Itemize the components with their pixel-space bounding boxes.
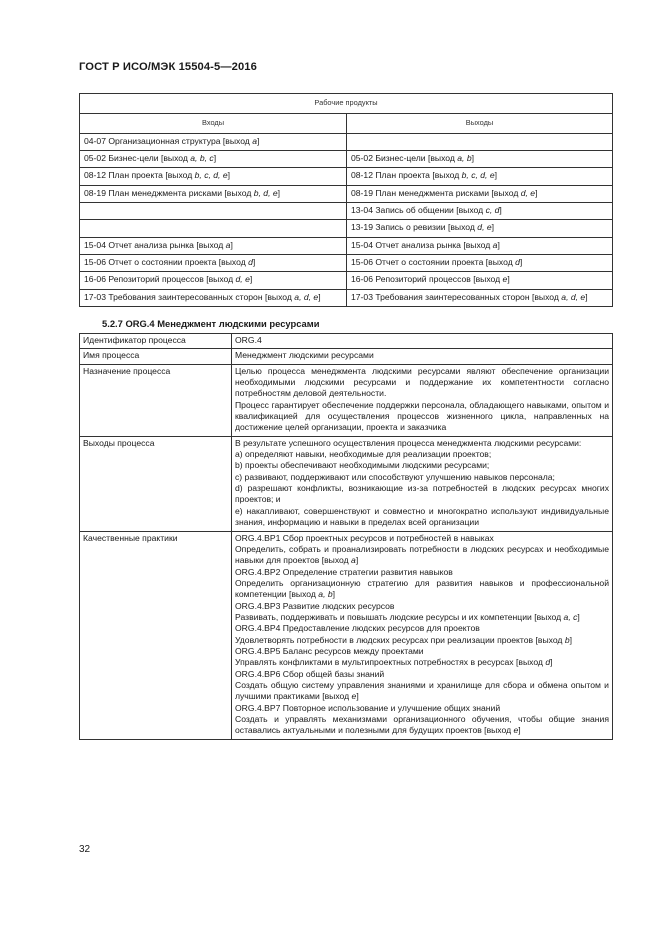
process-id-value: ORG.4 bbox=[232, 334, 613, 349]
purpose-paragraph: Целью процесса менеджмента людскими ресурсами являют обеспечение организации необходимыми людскими ресурсами и поддержание их компетентности согласно потребностям деловой деятельности. bbox=[235, 365, 609, 399]
page-number: 32 bbox=[79, 844, 91, 855]
input-ref: d, e bbox=[235, 274, 250, 285]
output-close: ] bbox=[494, 170, 498, 181]
input-text: 04-07 Организационная структура [выход bbox=[84, 135, 253, 146]
practice-title: ORG.4.BP4 Предоставление людских ресурсов для проектов bbox=[235, 623, 480, 634]
practice-close: ] bbox=[355, 555, 359, 566]
output-cell bbox=[347, 289, 613, 306]
practice-description-text: Создать общую систему управления знаниями и хранилище для сбора и обмена опытом и лучшими практиками [выход bbox=[235, 679, 609, 702]
output-text: 15-04 Отчет анализа рынка [выход bbox=[351, 239, 493, 250]
practice-outcome-ref: b bbox=[564, 634, 570, 645]
output-text: 13-04 Запись об общении [выход bbox=[351, 204, 486, 215]
practice-description-text: Удовлетворять потребности в людских ресурсах при реализации проектов [выход bbox=[235, 634, 565, 645]
process-practices-label: Качественные практики bbox=[80, 531, 232, 739]
output-ref: b, c, d, e bbox=[461, 170, 495, 181]
practice-outcome-ref: a, b bbox=[318, 589, 333, 600]
process-outcomes-label: Выходы процесса bbox=[80, 436, 232, 531]
table-row bbox=[80, 150, 613, 167]
input-close: ] bbox=[318, 291, 321, 302]
practice-close: ] bbox=[550, 657, 553, 668]
output-text: 16-06 Репозиторий процессов [выход bbox=[351, 274, 503, 285]
output-ref: d bbox=[515, 256, 520, 267]
document-header: ГОСТ Р ИСО/МЭК 15504-5—2016 bbox=[79, 61, 257, 73]
output-close: ] bbox=[491, 222, 495, 233]
input-cell bbox=[80, 185, 347, 202]
output-close: ] bbox=[535, 187, 538, 198]
output-close: ] bbox=[471, 152, 475, 163]
output-close: ] bbox=[519, 256, 523, 267]
process-table bbox=[79, 333, 613, 740]
work-products-body bbox=[80, 133, 613, 306]
outcomes-intro: В результате успешного осуществления процесса менеджмента людскими ресурсами: bbox=[235, 437, 582, 448]
outputs-header: Выходы bbox=[347, 113, 613, 133]
process-purpose-row bbox=[80, 364, 613, 436]
process-purpose-value bbox=[232, 364, 613, 436]
input-cell bbox=[80, 237, 347, 254]
practice-description bbox=[235, 612, 609, 623]
output-text: 08-19 План менеджмента рисками [выход bbox=[351, 187, 521, 198]
input-ref: d bbox=[248, 256, 253, 267]
output-close: ] bbox=[585, 291, 588, 302]
process-name-value: Менеджмент людскими ресурсами bbox=[232, 349, 613, 364]
output-cell bbox=[347, 272, 613, 289]
input-text: 08-19 План менеджмента рисками [выход bbox=[84, 187, 254, 198]
table-row bbox=[80, 133, 613, 150]
output-ref: d, e bbox=[520, 187, 536, 198]
outcome-item: b) проекты обеспечивают необходимыми людскими ресурсами; bbox=[235, 460, 490, 471]
inputs-header: Входы bbox=[80, 113, 347, 133]
input-close: ] bbox=[257, 135, 260, 146]
output-ref: a bbox=[492, 239, 498, 250]
input-ref: a, d, e bbox=[294, 291, 319, 302]
practice-close: ] bbox=[356, 691, 359, 702]
output-ref: c, d bbox=[485, 204, 500, 215]
output-text: 15-06 Отчет о состоянии проекта [выход bbox=[351, 256, 516, 267]
work-products-title: Рабочие продукты bbox=[80, 94, 613, 114]
output-ref: e bbox=[502, 274, 508, 285]
outcomes-list bbox=[235, 449, 609, 528]
outcome-item: e) накапливают, совершенствуют и совместно и многократно используют индивидуальные знания, информацию и навыки в пределах всей организации bbox=[235, 505, 609, 528]
section-title: 5.2.7 ORG.4 Менеджмент людскими ресурсами bbox=[102, 318, 320, 329]
input-cell bbox=[80, 220, 347, 237]
table-row bbox=[80, 289, 613, 306]
input-text: 15-06 Отчет о состоянии проекта [выход bbox=[84, 256, 249, 267]
output-text: 05-02 Бизнес-цели [выход bbox=[351, 152, 458, 163]
table-row bbox=[80, 168, 613, 185]
practice-close: ] bbox=[518, 725, 521, 736]
input-close: ] bbox=[252, 256, 256, 267]
output-text: 17-03 Требования заинтересованных сторон [выход bbox=[351, 291, 562, 302]
purpose-paragraph: Процесс гарантирует обеспечение поддержки персонала, обладающего навыками, опытом и квалификацией для осуществления процессов жизненного цикла, направленных на достижение целей организации, проекта и заказчика bbox=[235, 399, 609, 433]
input-cell bbox=[80, 168, 347, 185]
practice-description bbox=[235, 657, 609, 668]
input-cell bbox=[80, 133, 347, 150]
process-name-label: Имя процесса bbox=[80, 349, 232, 364]
practice-description bbox=[235, 544, 609, 567]
output-text: 13-19 Запись о ревизии [выход bbox=[351, 222, 478, 233]
practice-description-text: Управлять конфликтами в мультипроектных потребностях в ресурсах [выход bbox=[235, 657, 546, 668]
output-cell bbox=[347, 202, 613, 219]
practice-outcome-ref: a bbox=[351, 555, 356, 566]
outcome-item: c) развивают, поддерживают или способствуют улучшению навыков персонала; bbox=[235, 471, 555, 482]
output-ref: a, d, e bbox=[561, 291, 586, 302]
work-products-table bbox=[79, 93, 613, 307]
process-outcomes-row bbox=[80, 436, 613, 531]
practice-title: ORG.4.BP6 Сбор общей базы знаний bbox=[235, 668, 385, 679]
input-cell bbox=[80, 150, 347, 167]
practice-close: ] bbox=[577, 611, 580, 622]
process-outcomes-value bbox=[232, 436, 613, 531]
input-cell bbox=[80, 254, 347, 271]
input-cell bbox=[80, 202, 347, 219]
input-ref: b, d, e bbox=[253, 187, 278, 198]
practice-title: ORG.4.BP5 Баланс ресурсов между проектами bbox=[235, 645, 424, 656]
process-id-row bbox=[80, 334, 613, 349]
output-ref: d, e bbox=[477, 222, 492, 233]
input-close: ] bbox=[277, 187, 281, 198]
process-name-row bbox=[80, 349, 613, 364]
practice-description bbox=[235, 635, 609, 646]
practice-outcome-ref: e bbox=[513, 725, 519, 736]
practice-description bbox=[235, 680, 609, 703]
output-text: 08-12 План проекта [выход bbox=[351, 170, 462, 181]
input-cell bbox=[80, 272, 347, 289]
practice-title: ORG.4.BP1 Сбор проектных ресурсов и потребностей в навыках bbox=[235, 532, 494, 543]
input-ref: b, c, d, e bbox=[194, 170, 228, 181]
input-ref: a, b, c bbox=[190, 152, 214, 163]
input-text: 08-12 План проекта [выход bbox=[84, 170, 195, 181]
output-close: ] bbox=[499, 204, 502, 215]
table-row bbox=[80, 254, 613, 271]
output-cell bbox=[347, 237, 613, 254]
input-text: 16-06 Репозиторий процессов [выход bbox=[84, 274, 236, 285]
table-row bbox=[80, 220, 613, 237]
input-close: ] bbox=[227, 170, 231, 181]
practice-title: ORG.4.BP2 Определение стратегии развития навыков bbox=[235, 566, 453, 577]
practice-outcome-ref: d bbox=[545, 657, 551, 668]
practice-description-text: Развивать, поддерживать и повышать людские ресурсы и их компетенции [выход bbox=[235, 611, 564, 622]
input-text: 15-04 Отчет анализа рынка [выход bbox=[84, 239, 226, 250]
input-text: 17-03 Требования заинтересованных сторон [выход bbox=[84, 291, 295, 302]
practice-outcome-ref: e bbox=[351, 691, 357, 702]
table-row bbox=[80, 202, 613, 219]
output-cell bbox=[347, 220, 613, 237]
practice-description-text: Определить, собрать и проанализировать потребности в людских ресурсах и необходимые навыки для проектов [выход bbox=[235, 543, 609, 566]
practice-title: ORG.4.BP7 Повторное использование и улучшение общих знаний bbox=[235, 702, 501, 713]
output-cell bbox=[347, 133, 613, 150]
table-row bbox=[80, 237, 613, 254]
output-close: ] bbox=[507, 274, 510, 285]
practice-close: ] bbox=[569, 634, 572, 645]
practice-description-text: Определить организационную стратегию для развития навыков и профессиональной компетенции [выход bbox=[235, 577, 609, 600]
input-close: ] bbox=[249, 274, 253, 285]
work-products-title-row bbox=[80, 94, 613, 114]
output-cell bbox=[347, 185, 613, 202]
output-close: ] bbox=[497, 239, 500, 250]
practice-title: ORG.4.BP3 Развитие людских ресурсов bbox=[235, 600, 395, 611]
process-practices-row bbox=[80, 531, 613, 739]
process-practices-value bbox=[232, 531, 613, 739]
input-cell bbox=[80, 289, 347, 306]
table-row bbox=[80, 185, 613, 202]
input-ref: a bbox=[225, 239, 231, 250]
table-row bbox=[80, 272, 613, 289]
output-ref: a, b bbox=[457, 152, 472, 163]
practice-description-text: Создать и управлять механизмами организационного обучения, чтобы общие знания оставались актуальными и полезными для будущих проектов [выход bbox=[235, 714, 609, 736]
outcome-item: a) определяют навыки, необходимые для реализации проектов; bbox=[235, 449, 492, 460]
input-text: 05-02 Бизнес-цели [выход bbox=[84, 152, 191, 163]
practice-description bbox=[235, 578, 609, 601]
output-cell bbox=[347, 254, 613, 271]
input-ref: a bbox=[252, 135, 257, 146]
input-close: ] bbox=[230, 239, 233, 250]
input-close: ] bbox=[213, 152, 217, 163]
outcome-item: d) разрешают конфликты, возникающие из-за потребностей в людских ресурсах многих проектов; и bbox=[235, 483, 609, 505]
output-cell bbox=[347, 150, 613, 167]
output-cell bbox=[347, 168, 613, 185]
process-id-label: Идентификатор процесса bbox=[80, 334, 232, 349]
practice-close: ] bbox=[332, 589, 336, 600]
practice-outcome-ref: a, c bbox=[563, 611, 578, 622]
practice-description bbox=[235, 714, 609, 737]
work-products-header-row bbox=[80, 113, 613, 133]
process-purpose-label: Назначение процесса bbox=[80, 364, 232, 436]
